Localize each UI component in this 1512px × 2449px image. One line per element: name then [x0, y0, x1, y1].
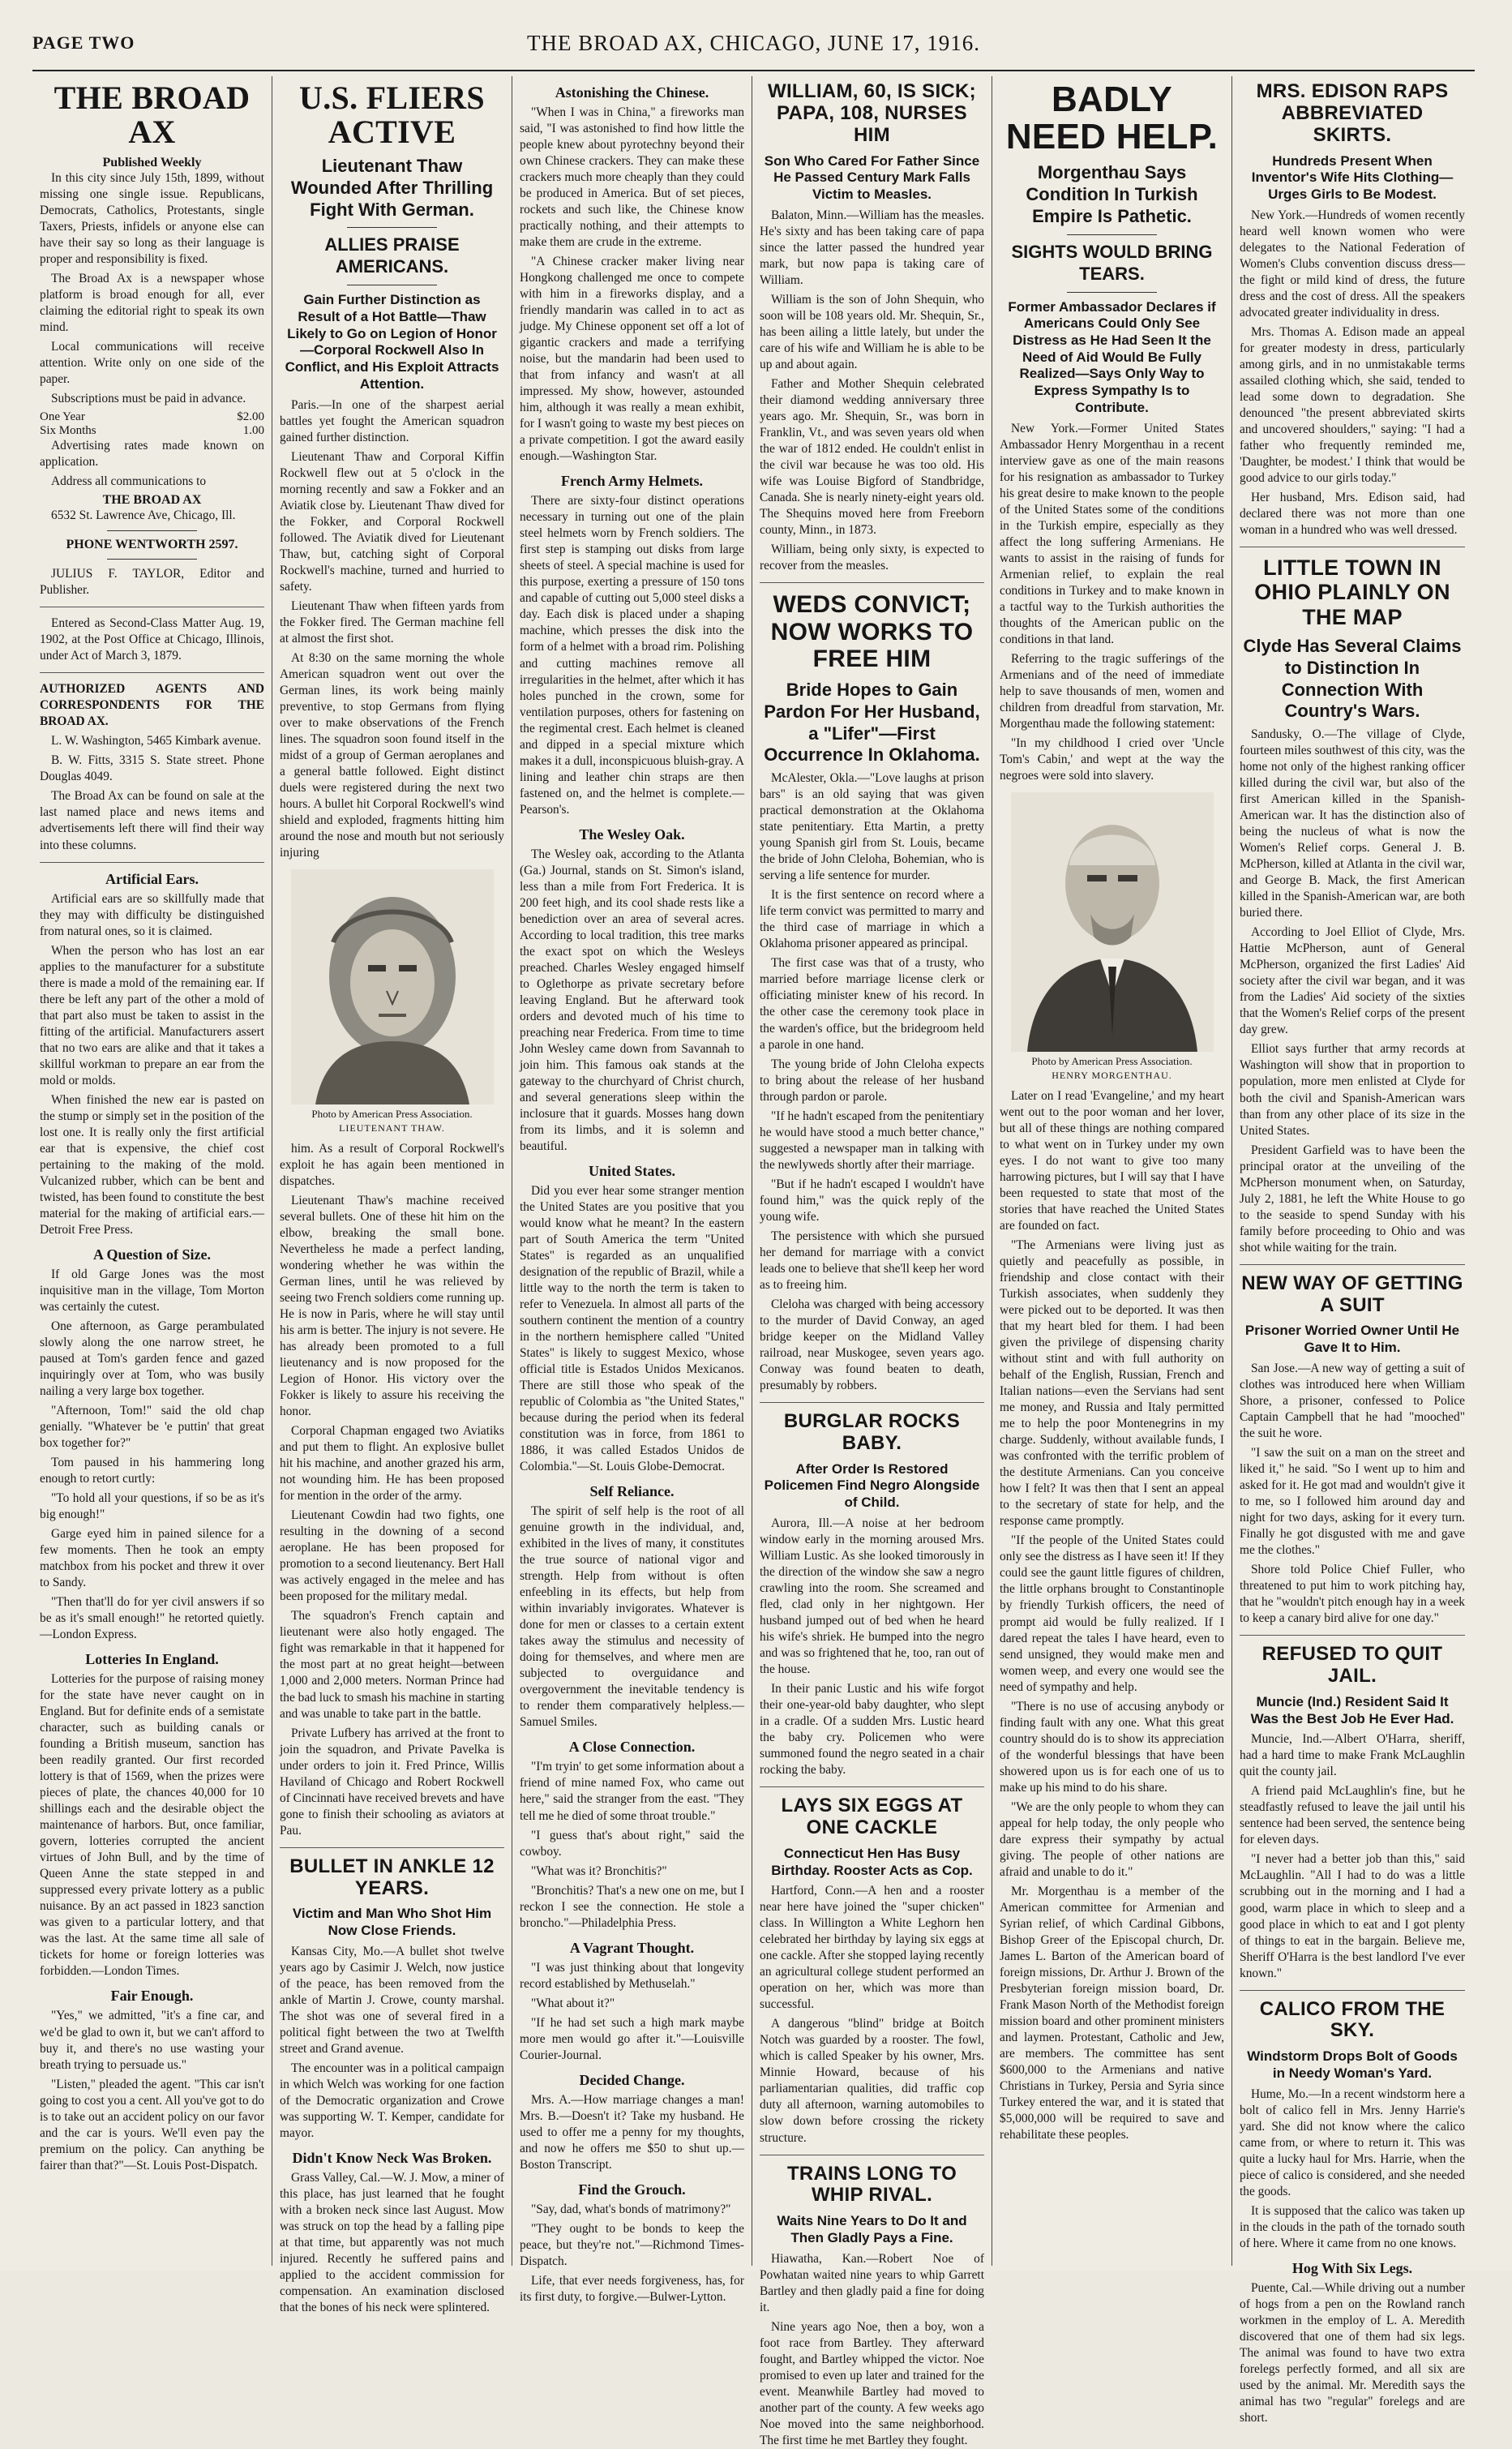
agent-line: B. W. Fitts, 3315 S. State street. Phone Douglas 4049.: [40, 753, 264, 784]
article-paragraph: "I was just thinking about that longevity record established by Methuselah.": [520, 1960, 744, 1991]
article-paragraph: A friend paid McLaughlin's fine, but he steadfastly refused to leave the jail until his sentence had been served, the sentence being for eleven days.: [1240, 1784, 1465, 1847]
article-paragraph: Lieutenant Thaw's machine received several bullets. One of these hit him on the elbow, breaking the small bone. Nevertheless he made a perfect landing, wondering whether he was within the German lines, until he was relieved by seeing two French soldiers come running up. He is now in Paris, where he will stay until his arm is better. The injury is not severe. He has already been promoted to a full lieutenancy and is now proposed for the Legion of Honor. His victory over the Fokker is likely to assure his receiving the honor.: [280, 1194, 504, 1419]
article-paragraph: The squadron's French captain and lieutenant were also hotly engaged. The fight was remarkable in that it happened for the most part at no great height—between 1,000 and 2,000 meters. Norman Prince had the bad luck to smash his machine in starting and was unable to take part in the battle.: [280, 1609, 504, 1721]
article-paragraph: Referring to the tragic sufferings of the Armenians and of the need of immediate help to save thousands of men, women and children from dreadful from starvation, Mr. Morgenthau made the following statement:: [1000, 651, 1224, 731]
deck: Morgenthau Says Condition In Turkish Empire Is Pathetic.: [1026, 162, 1198, 227]
article-heading: Fair Enough.: [110, 1988, 194, 2005]
article-paragraph: "But if he hadn't escaped I wouldn't have found him," was the quick reply of the young wife.: [760, 1177, 984, 1224]
article-paragraph: The Broad Ax is a newspaper whose platform is broad enough for all, ever claiming the editorial right to speak its own mind.: [40, 272, 264, 335]
article-paragraph: Hiawatha, Kan.—Robert Noe of Powhatan waited nine years to whip Garrett Bartley and then gladly paid a fine for doing it.: [760, 2251, 984, 2314]
article-paragraph: Balaton, Minn.—William has the measles. He's sixty and has been taking care of papa since the latter passed the hundred year mark, but now papa is taking care of William.: [760, 208, 984, 287]
article-paragraph: Lotteries for the purpose of raising money for the state have never caught on in England. But for definite ends of a semistate character, such as building canals or founding a British museum, sanction has been readily granted. Our first recorded lottery is that of 1569, when the prizes were pieces of plate, the chances 40,000 for 10 shillings each and the desirable object the maintenance of harbors. But, once familiar, govern, lotteries corrupted the ancient virtues of John Bull, and by the time of Queen Anne the state stepped in and suppressed every private lottery as a public nuisance. By an act passed in 1823 sanction was given to a particular lottery, and that was the last. At the same time all sale of tickets for home or foreign lotteries was forbidden.—London Times.: [40, 1672, 264, 1979]
article-paragraph: McAlester, Okla.—"Love laughs at prison bars" is an old saying that was given practical demonstration at the Oklahoma state penitentiary. Etta Martin, a pretty young Spanish girl from St. Louis, became the bride of John Cleloha, Bohemian, who is serving a life sentence for murder.: [760, 771, 984, 883]
deck: ALLIES PRAISE AMERICANS.: [324, 234, 460, 277]
article-paragraph: Artificial ears are so skillfully made that they may with difficulty be distinguished from natural ones, so it is claimed.: [40, 891, 264, 938]
article-paragraph: "The Armenians were living just as quietly and peacefully as possible, in friendship and close contact with their Turkish associates, when suddenly they were picked out to be deported. It was then that my heart bled for them. I had been given the privilege of dispensing charity without stint and with full authority on behalf of the English, Russian, French and Italian nations—even the Servians had sent me money, and Russia and Italy permitted me to help the poor Montenegrins in my charge. Suddenly, without available funds, I was confronted with the terrific problem of the destitute Armenians. Can you conceive how I felt? It was then that I sent an appeal to the secretary of state for help, and the response came promptly.: [1000, 1238, 1224, 1529]
article-paragraph: "I'm tryin' to get some information about a friend of mine named Fox, who came out here," said the stranger from the east. "They tell me he died of some throat trouble.": [520, 1760, 744, 1823]
divider: [280, 1847, 504, 1848]
article-paragraph: President Garfield was to have been the principal orator at the unveiling of the McPherson monument when, on Saturday, July 2, 1881, he left the White House to go to the seaside to spend Sunday with his family before proceeding to Ohio and was shot while waiting for the train.: [1240, 1143, 1465, 1255]
divider: [1240, 1990, 1465, 1991]
article-paragraph: In their panic Lustic and his wife forgot their one-year-old baby daughter, who slept in a cradle. Of a sudden Mrs. Lustic heard the baby cry. Policemen who were summoned found the negro seated in a chair rocking the baby.: [760, 1681, 984, 1778]
article-paragraph: The encounter was in a political campaign in which Welch was working for one faction of the Democratic organization and Crowe was supporting W. T. Kemper, candidate for mayor.: [280, 2061, 504, 2141]
headline: WILLIAM, 60, IS SICK; PAPA, 108, NURSES HIM: [768, 80, 976, 146]
article-paragraph: A dangerous "blind" bridge at Boitch Notch was guarded by a rooster. The fowl, which is called Speaker by his owner, Mrs. Minnie Howard, because of his parliamentarian qualities, did traffic cop duty all afternoon, warning automobiles to slow down before crossing the rickety structure.: [760, 2017, 984, 2145]
rate-label: Six Months: [40, 424, 96, 438]
deck: Waits Nine Years to Do It and Then Gladly Pays a Fine.: [777, 2213, 967, 2245]
article-paragraph: "Afternoon, Tom!" said the old chap genially. "Whatever be 'e puttin' that great box together for?": [40, 1403, 264, 1450]
article-paragraph: Mrs. A.—How marriage changes a man! Mrs. B.—Doesn't it? Take my husband. He used to offer me a penny for my thoughts, and now he offers me $50 to shut up.—Boston Transcript.: [520, 2092, 744, 2172]
deck: Son Who Cared For Father Since He Passed Century Mark Falls Victim to Measles.: [764, 152, 980, 203]
deck: Former Ambassador Declares if Americans Could Only See Distress as He Had Seen It the Need of Aid Would Be Fully Realized—Says Only Way to Express Sympathy Is to Contribute.: [1008, 298, 1216, 415]
article-paragraph: Subscriptions must be paid in advance.: [51, 392, 246, 406]
deck: Lieutenant Thaw Wounded After Thrilling Fight With German.: [290, 156, 494, 220]
article-paragraph: "A Chinese cracker maker living near Hongkong challenged me once to compete with him in a fireworks display, and a friendly mandarin was called in to act as judge. My Chinese opponent set off a lot of gigantic crackers and made a terrifying noise, but the mandarin had been used to that from infancy and wasn't at all impressed. My show, however, astounded him, although it was really a mean exhibit, for I wasn't going to waste my best pieces on a private competition. I got the award easily enough.—Washington Star.: [520, 255, 744, 464]
article-paragraph: "There is no use of accusing anybody or finding fault with any one. What this great country should do is to show its appreciation of the wonderful blessings that have been showered upon us is for each one of us to make up his mind to do his share.: [1000, 1699, 1224, 1795]
column-4: [752, 76, 992, 2447]
headline: LITTLE TOWN IN OHIO PLAINLY ON THE MAP: [1254, 555, 1450, 629]
portrait-illustration: [291, 869, 494, 1104]
page-label: PAGE TWO: [32, 32, 135, 53]
column-1: [32, 76, 272, 2266]
deck: Connecticut Hen Has Busy Birthday. Rooster Acts as Cop.: [771, 1845, 973, 1878]
deck: Muncie (Ind.) Resident Said It Was the Best Job He Ever Had.: [1250, 1693, 1454, 1726]
rate-row: [40, 424, 264, 438]
article-heading: A Vagrant Thought.: [569, 1939, 695, 1956]
article-paragraph: William, being only sixty, is expected to recover from the measles.: [760, 543, 984, 573]
article-paragraph: Her husband, Mrs. Edison said, had declared there was not more than one woman in a hundred who was well dressed.: [1240, 491, 1465, 538]
divider: [760, 1786, 984, 1787]
article-paragraph: Tom paused in his hammering long enough to retort curtly:: [40, 1456, 264, 1486]
article-paragraph: When finished the new ear is pasted on the stump or simply set in the position of the lost one. It is really only the first artificial ear that is expensive, the chief cost pertaining to the making of the mold. Vulcanized rubber, which can be bent and twisted, has been found to constitute the best material for the making of artificial ears.—Detroit Free Press.: [40, 1092, 264, 1237]
rate-value: 1.00: [242, 424, 264, 438]
article-paragraph: In this city since July 15th, 1899, without missing one single issue. Republicans, Democrats, Catholics, Protestants, single Taxers, Priests, infidels or anyone else can have their say so long as their language is proper and responsibility is fixed.: [40, 171, 264, 267]
deck: After Order Is Restored Policemen Find Negro Alongside of Child.: [764, 1460, 980, 1511]
article-paragraph: Muncie, Ind.—Albert O'Harra, sheriff, had a hard time to make Frank McLaughlin quit the county jail.: [1240, 1732, 1465, 1779]
article-paragraph: "I guess that's about right," said the cowboy.: [520, 1828, 744, 1859]
article-paragraph: "Yes," we admitted, "it's a fine car, and we'd be glad to own it, but we can't afford to buy it, and there's no use wasting your breath trying to persuade us.": [40, 2009, 264, 2072]
divider: [40, 672, 264, 673]
portrait-photo-thaw: [291, 869, 494, 1104]
divider: [1240, 1635, 1465, 1636]
article-heading: Find the Grouch.: [578, 2181, 686, 2198]
rate-label: One Year: [40, 410, 85, 424]
article-heading: French Army Helmets.: [560, 473, 704, 490]
article-paragraph: Hume, Mo.—In a recent windstorm here a bolt of calico fell in Mrs. Jenny Harrie's yard. She did not know where the calico came from, or where to return it. This was quite a lucky haul for Mrs. Harrie, when the piece of calico is considered, and she needed the goods.: [1240, 2087, 1465, 2198]
article-paragraph: Nine years ago Noe, then a boy, won a foot race from Bartley. They afterward fought, and Bartley whipped the victor. Noe promised to even up later and trained for the event. Meanwhile Bartley had moved to another part of the county. A few weeks ago Noe moved into the same neighborhood. The first time he met Bartley they fought.: [760, 2319, 984, 2447]
address-street: 6532 St. Lawrence Ave, Chicago, Ill.: [51, 508, 236, 523]
article-paragraph: One afternoon, as Garge perambulated slowly along the one narrow street, he paused at Tom's garden fence and gazed inquiringly over at Tom, who was busily nailing a very large box together.: [40, 1319, 264, 1398]
article-paragraph: Address all communications to: [51, 474, 207, 489]
column-5: [992, 76, 1232, 2266]
article-paragraph: There are sixty-four distinct operations necessary in turning out one of the plain steel helmets worn by French soldiers. The first step is stamping out disks from large sheets of steel. A special machine is used for this purpose, exerting a pressure of 150 tons and capable of cutting out 5,000 steel disks a day. Each disk is placed under a shaping machine, which presses the disk into the form of a helmet with a broad rim. Polishing and cutting machines remove all irregularities in the helmet, after which it has holes punched in the crown, some for ventilation purposes, others for fastening on the regimental crest. Each helmet is cleaned and dipped in a special mixture which makes it a dull, inconspicuous bluish-gray. A lining and leather chin straps are then fastened on, and the helmet is complete.—Pearson's.: [520, 494, 744, 817]
headline: BURGLAR ROCKS BABY.: [783, 1409, 961, 1454]
article-paragraph: San Jose.—A new way of getting a suit of clothes was introduced here when William Shore, a prisoner, confessed to Police Captain Campbell that he had "mooched" the suit he wore.: [1240, 1361, 1465, 1440]
entry-notice: Entered as Second-Class Matter Aug. 19, 1902, at the Post Office at Chicago, Illinois, under Act of March 3, 1879.: [40, 616, 264, 663]
article-paragraph: Did you ever hear some stranger mention the United States are you positive that you would know what he meant? In the eastern part of South America the term "United States" is regarded as an unqualified designation of the republic of Brazil, while a little way to the north the term is taken to refer to Venezuela. In almost all parts of the southern continent the mention of a country in the northern hemisphere called "United States" is likely to suggest Mexico, whose official title is Estados Unidos Mexicanos. There are still those who speak of the republic of Colombia as "the United States," because during the period when its federal constitution was in force, from 1861 to 1886, it was called Estados Unidos de Colombia."—St. Louis Globe-Democrat.: [520, 1183, 744, 1474]
headline: NEW WAY OF GETTING A SUIT: [1241, 1272, 1463, 1316]
divider: [1240, 1264, 1465, 1265]
article-paragraph: Lieutenant Thaw when fifteen yards from the Fokker fired. The German machine fell at almost the first shot.: [280, 598, 504, 645]
article-paragraph: Grass Valley, Cal.—W. J. Mow, a miner of this place, has just learned that he fought with a broken neck since last August. Mow was struck on top the head by a falling pipe at that time, but apparently was not much injured. Recently he suffered pains and applied to the accident commission for compensation. An examination disclosed that the bones of his neck were splintered.: [280, 2171, 504, 2315]
column-2: [272, 76, 512, 2315]
article-paragraph: "If he had set such a high mark maybe more men would go after it."—Louisville Courier-Journal.: [520, 2015, 744, 2062]
article-paragraph: The spirit of self help is the root of all genuine growth in the individual, and, exhibited in the lives of many, it constitutes the true source of national vigor and strength. Help from without is often enfeebling in its effects, but help from within invariably invigorates. Whatever is done for men or classes to a certain extent takes away the stimulus and necessity of doing for themselves, and where men are subjected to overguidance and overgovernment the inevitable tendency is to render them comparatively helpless.—Samuel Smiles.: [520, 1504, 744, 1730]
article-paragraph: Aurora, Ill.—A noise at her bedroom window early in the morning aroused Mrs. William Lustic. As she looked timorously in the direction of the window she saw a negro crawling into the room. She screamed and fled, clad only in her nightgown. Her husband jumped out of bed when he heard his wife's shriek. He bumped into the negro and was so frightened that he, too, ran out of the house.: [760, 1516, 984, 1676]
article-paragraph: Life, that ever needs forgiveness, has, for its first duty, to forgive.—Bulwer-Lytton.: [520, 2273, 744, 2304]
divider: [347, 227, 437, 228]
deck: Clyde Has Several Claims to Distinction In Connection With Country's Wars.: [1243, 635, 1462, 722]
article-heading: A Question of Size.: [92, 1246, 211, 1263]
article-paragraph: Sandusky, O.—The village of Clyde, fourteen miles southwest of this city, was the home not only of the highest ranking officer killed during the civil war, but also of the first American killed in the Spanish-American war. It has the distinction also of being the nucleus of what is now the Women's Relief corps. General J. B. McPherson, killed at Atlanta in the civil war, and George B. Mack, the first American killed in the Spanish-American war, are both buried there.: [1240, 727, 1465, 920]
paper-title: THE BROAD AX: [54, 79, 251, 150]
article-paragraph: William is the son of John Shequin, who soon will be 108 years old. Mr. Shequin, Sr., has been ailing a little lately, but under the care of his wife and William he is able to be up and about again.: [760, 292, 984, 371]
deck: Bride Hopes to Gain Pardon For Her Husband, a "Lifer"—First Occurrence In Oklahoma.: [764, 679, 980, 766]
article-paragraph: Later on I read 'Evangeline,' and my heart went out to the poor woman and her lover, but all of these things are nothing compared to what went on in Turkey under my own eyes. I do not want to give too many harrowing pictures, but I will say that I have been requested to state that most of the stories that have reached the United States are founded on fact.: [1000, 1089, 1224, 1233]
article-paragraph: The persistence with which she pursued her demand for marriage with a convict leads one to believe that she'll keep her word as to freeing him.: [760, 1229, 984, 1292]
article-paragraph: According to Joel Elliot of Clyde, Mrs. Hattie McPherson, aunt of General McPherson, organized the first Ladies' Aid society after the civil war began, and it was from the Ladies' Aid society of the sixties that the Women's Relief corps of the present day grew.: [1240, 925, 1465, 1037]
article-heading: A Close Connection.: [568, 1739, 696, 1756]
article-paragraph: Corporal Chapman engaged two Aviatiks and put them to flight. An explosive bullet hit his machine, and another grazed his arm, not wounding him. He has been proposed for mention in the order of the army.: [280, 1424, 504, 1503]
article-paragraph: Paris.—In one of the sharpest aerial battles yet fought the American squadron gained further distinction.: [280, 397, 504, 444]
article-heading: Self Reliance.: [589, 1483, 675, 1500]
article-paragraph: Shore told Police Chief Fuller, who threatened to put him to work pitching hay, that he "wouldn't pitch enough hay in a week to keep a canary bird alive for one day.": [1240, 1563, 1465, 1626]
headline: CALICO FROM THE SKY.: [1259, 1997, 1446, 2042]
article-paragraph: At 8:30 on the same morning the whole American squadron went out over the German lines, its work being mainly preventive, to stop Germans from flying over to make observations of the French lines. The squadron soon found itself in the midst of a group of German aeroplanes and a general battle followed. Eight distinct duels were registered during the next two hours. A bullet hit Corporal Rockwell's wind shield and exploded, fragments hitting him around the nose and mouth but not seriously injuring: [280, 650, 504, 860]
article-paragraph: If old Garge Jones was the most inquisitive man in the village, Tom Morton was certainly the cutest.: [40, 1267, 264, 1314]
deck: Gain Further Distinction as Result of a Hot Battle—Thaw Likely to Go on Legion of Honor—Corporal Rockwell Also In Conflict, and His Exploit Attracts Attention.: [285, 292, 499, 392]
article-paragraph: "In my childhood I cried over 'Uncle Tom's Cabin,' and wept at the way the negroes were sold into slavery.: [1000, 736, 1224, 783]
divider: [107, 559, 197, 560]
article-paragraph: Local communications will receive attention. Write only on one side of the paper.: [40, 340, 264, 387]
article-paragraph: New York.—Hundreds of women recently heard well known women who were delegates to the National Federation of Women's Clubs convention discuss dress—the fight or mild kind of dress, the future dress and the cost of dress. All the speakers advocated greater individuality in dress.: [1240, 208, 1465, 320]
article-paragraph: It is supposed that the calico was taken up in the clouds in the path of the tornado south of here. Where it came from no one knows.: [1240, 2203, 1465, 2250]
deck: SIGHTS WOULD BRING TEARS.: [1011, 241, 1213, 284]
article-paragraph: "Bronchitis? That's a new one on me, but I reckon I see the connection. He stole a broncho."—Philadelphia Press.: [520, 1883, 744, 1930]
headline: BADLY NEED HELP.: [1005, 79, 1219, 157]
agents-heading: AUTHORIZED AGENTS AND CORRESPONDENTS FOR THE BROAD AX.: [40, 682, 264, 729]
article-paragraph: him. As a result of Corporal Rockwell's exploit he has again been mentioned in dispatches.: [280, 1141, 504, 1189]
article-paragraph: "If he hadn't escaped from the penitentiary he would have stood a much better chance," suggested a newspaper man in talking with the newlyweds shortly after their marriage.: [760, 1109, 984, 1172]
divider: [107, 530, 197, 531]
headline: BULLET IN ANKLE 12 YEARS.: [289, 1855, 495, 1899]
article-paragraph: "They ought to be bonds to keep the peace, but they're not."—Richmond Times-Dispatch.: [520, 2221, 744, 2268]
article-paragraph: Elliot says further that army records at Washington will show that in proportion to population, more men enlisted at Clyde for both the civil and Spanish-American wars than from any other place of its size in the United States.: [1240, 1042, 1465, 1138]
article-paragraph: Hartford, Conn.—A hen and a rooster near here have joined the "super chicken" class. In Willington a White Leghorn hen celebrated her birthday by laying six eggs at one cackle. After she stopped laying recently an agricultural college student performed an operation on her, which was more than successful.: [760, 1884, 984, 2012]
editor-line: JULIUS F. TAYLOR, Editor and Publisher.: [40, 567, 264, 598]
portrait-illustration: [1011, 792, 1214, 1052]
article-paragraph: Advertising rates made known on application.: [40, 439, 264, 470]
page-header: [32, 28, 1475, 71]
article-paragraph: The first case was that of a trusty, who married before marriage license clerk or officiating minister knew of his record. In the other case the ceremony took place in the warden's office, but the bridegroom held a parole in one hand.: [760, 956, 984, 1052]
photo-credit: Photo by American Press Association.: [1031, 1055, 1193, 1067]
article-paragraph: "Say, dad, what's bonds of matrimony?": [531, 2202, 731, 2216]
divider: [760, 1402, 984, 1403]
article-paragraph: "To hold all your questions, if so be as it's big enough!": [40, 1491, 264, 1522]
article-paragraph: "I never had a better job than this," said McLaughlin. "All I had to do was a little scrubbing out in the morning and I had a good, warm place in which to sleep and a good place in which to eat and I got plenty of things to eat in the bargain. Believe me, Sheriff O'Harra is the best landlord I've ever known.": [1240, 1852, 1465, 1980]
article-paragraph: "If the people of the United States could only see the distress as I have seen it! If they could see the gaunt little figures of children, the little orphans brought to Constantinople by friendly Turkish officers, the need of prompt aid would be fully realized. If I dared repeat the tales I have heard, even to send unsigned, they would make men and women weep, and every one would see the need of sympathy and help.: [1000, 1533, 1224, 1694]
divider: [1067, 234, 1157, 235]
headline: WEDS CONVICT; NOW WORKS TO FREE HIM: [770, 591, 974, 673]
article-heading: Lotteries In England.: [85, 1651, 219, 1668]
article-paragraph: Garge eyed him in pained silence for a few moments. Then he took an empty matchbox from his pocket and threw it over to Sandy.: [40, 1527, 264, 1590]
article-heading: Didn't Know Neck Was Broken.: [292, 2150, 492, 2167]
agent-line: L. W. Washington, 5465 Kimbark avenue.: [51, 734, 261, 748]
photo-caption: HENRY MORGENTHAU.: [1052, 1070, 1172, 1081]
article-paragraph: Mr. Morgenthau is a member of the American committee for Armenian and Syrian relief, of which Cardinal Gibbons, Bishop Greer of the Episcopal church, Dr. James L. Barton of the American board of foreign missions, Dr. Arthur J. Brown of the Presbyterian foreign mission board, Dr. Frank Mason North of the Methodist foreign mission board and other prominent ministers and laymen. Protestant, Catholic and Jew, are members. The committee has sent $600,000 to the Armenians and native Christians in Turkey, Persia and Syria since Turkey entered the war, and it is stated that $5,000,000 will be required to save and rehabilitate these peoples.: [1000, 1884, 1224, 2142]
headline: TRAINS LONG TO WHIP RIVAL.: [786, 2162, 957, 2207]
article-paragraph: "Listen," pleaded the agent. "This car isn't going to cost you a cent. All you've got to do is to take out an accident policy on our favor and the car is yours. We'll even pay the premium on the policy. Can anything be fairer than that?"—St. Louis Post-Dispatch.: [40, 2077, 264, 2172]
columns: [32, 76, 1475, 2447]
article-paragraph: Kansas City, Mo.—A bullet shot twelve years ago by Casimir J. Welch, now justice of the peace, has been removed from the ankle of Martin J. Crowe, county marshal. The shot was one of several fired in a political fight between the two at Twelfth street and Grand avenue.: [280, 1944, 504, 2056]
article-paragraph: "We are the only people to whom they can appeal for help today, the only people who dare express their sympathy by actual giving. The people of other nations are afraid and unable to do it.": [1000, 1799, 1224, 1879]
article-paragraph: New York.—Former United States Ambassador Henry Morgenthau in a recent interview gave as one of the main reasons for his resignation as ambassador to Turkey his great desire to make known to the people of the United States some of the conditions in the Turkish empire, especially as they affect the long suffering Armenians. He wants to assist in the raising of funds for Armenian relief, to explain the real conditions in Turkey and to make known in a tactful way to the Turkish authorities the thoughts of the American public on the conditions in that land.: [1000, 421, 1224, 646]
article-heading: Decided Change.: [579, 2071, 685, 2088]
deck: Hundreds Present When Inventor's Wife Hits Clothing—Urges Girls to Be Modest.: [1251, 152, 1454, 203]
photo-credit: Photo by American Press Association.: [311, 1107, 473, 1120]
article-paragraph: Lieutenant Cowdin had two fights, one resulting in the downing of a second aeroplane. He has been proposed for promotion to a second lieutenancy. Bert Hall was actively engaged in the melee and has been proposed for the military medal.: [280, 1508, 504, 1604]
rate-row: [40, 410, 264, 424]
headline: LAYS SIX EGGS AT ONE CACKLE: [781, 1795, 963, 1838]
article-paragraph: "What was it? Bronchitis?": [531, 1864, 667, 1878]
deck: Victim and Man Who Shot Him Now Close Friends.: [292, 1906, 492, 1939]
column-3: [512, 76, 752, 2304]
article-paragraph: Puente, Cal.—While driving out a number of hogs from a pen on the Rowland ranch workmen in the employ of L. A. Meredith discovered that one of them had six legs. The animal was found to have two extra forelegs perfectly formed, and all six are used by the animal. Mr. Meredith says the animal has two "regular" forelegs and are short.: [1240, 2280, 1465, 2425]
column-6: [1232, 76, 1472, 2425]
deck: Windstorm Drops Bolt of Goods in Needy Woman's Yard.: [1247, 2048, 1458, 2082]
article-paragraph: The young bride of John Cleloha expects to bring about the release of her husband through pardon or parole.: [760, 1057, 984, 1104]
article-heading: United States.: [589, 1162, 675, 1179]
headline: REFUSED TO QUIT JAIL.: [1261, 1643, 1443, 1687]
article-paragraph: When the person who has lost an ear applies to the manufacturer for a substitute there is made a mold of the remaining ear. If there be left any part of the other a mold of that part also must be taken to assist in the fitting of the artificial. Manufacturers assert that no two ears are alike and that it takes a skillful workman to prepare an ear from the mold or molds.: [40, 943, 264, 1087]
article-heading: Artificial Ears.: [105, 870, 199, 887]
article-paragraph: Cleloha was charged with being accessory to the murder of David Conway, an aged bridge keeper on the Midland Valley railroad, near Muskogee, seven years ago. Conway was found beaten to death, presumably by robbers.: [760, 1297, 984, 1392]
article-paragraph: Private Lufbery has arrived at the front to join the squadron, and Private Pavelka is under orders to join it. Fred Prince, Willis Haviland of Chicago and Robert Rockwell of Cincinnati have received brevets and have gone to finish their schooling as aviators at Pau.: [280, 1726, 504, 1838]
photo-caption: LIEUTENANT THAW.: [339, 1122, 445, 1134]
phone-line: PHONE WENTWORTH 2597.: [66, 538, 238, 552]
article-heading: Hog With Six Legs.: [1291, 2259, 1413, 2276]
article-paragraph: Father and Mother Shequin celebrated their diamond wedding anniversary three years ago. Mr. Shequin, Sr., was born in Franklin, Vt., and was seven years old when the war of 1812 ended. He couldn't enlist in the civil war because he was too old. His wife was Louise Bigford of Standbridge, Canada. She is nearly ninety-eight years old. The Shequins moved here from Freeborn county, Minn., in 1873.: [760, 376, 984, 538]
headline: U.S. FLIERS ACTIVE: [299, 79, 485, 150]
article-paragraph: Mrs. Thomas A. Edison made an appeal for greater modesty in dress, particularly among girls, and in no unmistakable terms assailed clothing which, she said, tended to lead some down to degradation. She denounced "the present abbreviated skirts and uncovered shoulders," saying: "I had a father who frequently reminded me, 'Daughter, be modest.' I think that would be good advice to our girls today.": [1240, 324, 1465, 486]
divider: [1067, 292, 1157, 293]
divider: [760, 582, 984, 583]
article-heading: Astonishing the Chinese.: [555, 84, 709, 101]
article-paragraph: Lieutenant Thaw and Corporal Kiffin Rockwell flew out at 5 o'clock in the morning recently and saw a Fokker and an Aviatik close by. Lieutenant Thaw dived for the Fokker, and Corporal Rockwell followed. The Aviatik dived for Lieutenant Thaw, but, catching sight of Corporal Rockwell's machine, turned and hurried to safety.: [280, 449, 504, 594]
article-paragraph: "I saw the suit on a man on the street and liked it," he said. "So I went up to him and asked for it. He got mad and wouldn't give it to me, so I followed him around day and night for two days, asking for it every turn. Finally he got disgusted with me and gave me the clothes.": [1240, 1445, 1465, 1558]
article-paragraph: The Wesley oak, according to the Atlanta (Ga.) Journal, stands on St. Simon's island, less than a mile from Fort Frederica. It is 200 feet high, and its cool shade rests like a benediction over an area of several acres. According to local tradition, this tree marks the exact spot on which the Wesleys preached. Charles Wesley engaged himself to Oglethorpe as private secretary before leaving England. But he afterward took orders and devoted much of his time to preaching near Frederica. From time to time John Wesley came down from Savannah to join him. This famous oak stands at the gateway to the churchyard of Christ church, and several generations sleep within the inclosure that it guards. Mosses hang down from its limbs, and it is solemn and beautiful.: [520, 847, 744, 1153]
rate-value: $2.00: [237, 410, 264, 424]
address-name: THE BROAD AX: [102, 493, 202, 508]
article-paragraph: "When I was in China," a fireworks man said, "I was astonished to find how little the people knew about pyrotechny beyond their own Chinese crackers. They can make these crackers much more cheaply than they could be produced in America. But of set pieces, rockets and such like, the Chinese know practically nothing, and their attempts to make them are crude in the extreme.: [520, 105, 744, 250]
article-paragraph: "What about it?": [531, 1996, 615, 2010]
portrait-photo-morgenthau: [1011, 792, 1214, 1052]
masthead-line: THE BROAD AX, CHICAGO, JUNE 17, 1916.: [526, 31, 980, 55]
published-line: Published Weekly: [102, 156, 202, 169]
article-paragraph: "Then that'll do for yer civil answers if so be as it's small enough!" he retorted quietly.—London Express.: [40, 1595, 264, 1642]
headline: MRS. EDISON RAPS ABBREVIATED SKIRTS.: [1256, 80, 1449, 146]
article-paragraph: It is the first sentence on record where a life term convict was permitted to marry and the third case of marriage in which a Oklahoma prisoner appeared as principal.: [760, 888, 984, 951]
deck: Prisoner Worried Owner Until He Gave It to Him.: [1244, 1323, 1460, 1356]
divider: [40, 862, 264, 863]
article-paragraph: The Broad Ax can be found on sale at the last named place and news items and advertisements left there will find their way into these columns.: [40, 789, 264, 852]
article-heading: The Wesley Oak.: [579, 826, 685, 843]
